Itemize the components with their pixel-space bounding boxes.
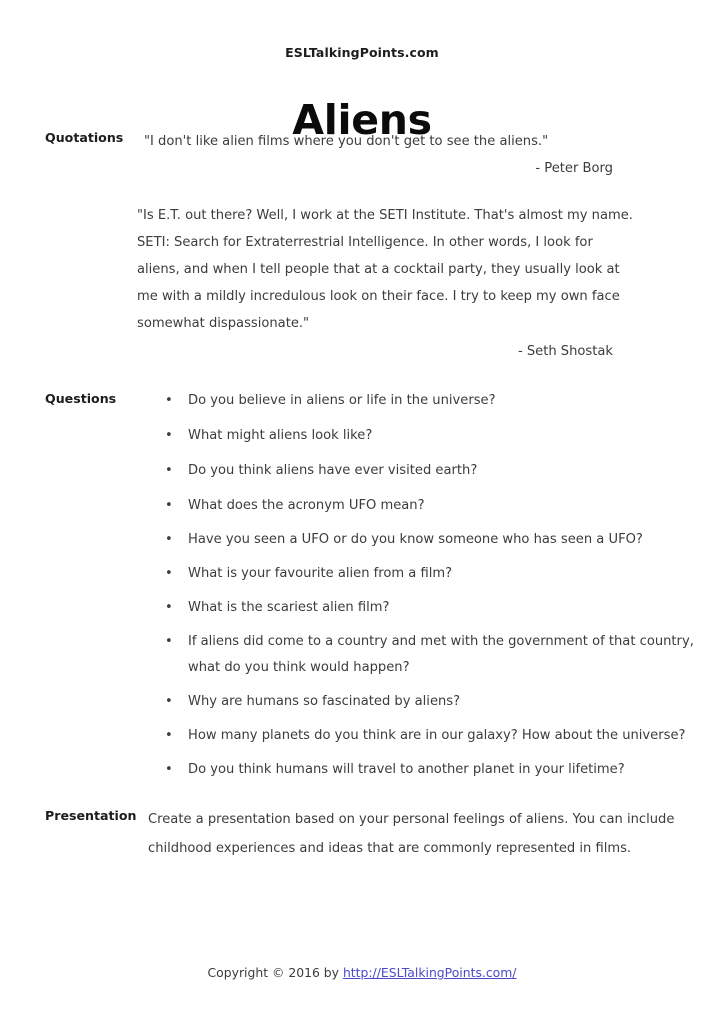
quotation-2-line: somewhat dispassionate." xyxy=(137,316,310,331)
list-item xyxy=(165,561,685,587)
bullet-icon: • xyxy=(165,498,173,513)
question-text: Do you believe in aliens or life in the universe? xyxy=(188,393,496,408)
question-text: Why are humans so fascinated by aliens? xyxy=(188,694,461,709)
question-text: What is the scariest alien film? xyxy=(188,600,390,615)
section-label-questions: Questions xyxy=(45,391,117,406)
list-item xyxy=(165,757,685,783)
question-text-continued: what do you think would happen? xyxy=(188,660,410,675)
quotation-1-attribution: - Peter Borg xyxy=(535,161,613,176)
section-label-presentation: Presentation xyxy=(45,808,137,823)
quotation-2-line: me with a mildly incredulous look on their face. I try to keep my own face xyxy=(137,289,620,304)
quotation-2-line: aliens, and when I tell people that at a cocktail party, they usually look at xyxy=(137,262,620,277)
site-link[interactable]: http://ESLTalkingPoints.com/ xyxy=(342,965,517,980)
quotation-2-line: SETI: Search for Extraterrestrial Intelligence. In other words, I look for xyxy=(137,235,593,250)
question-text: How many planets do you think are in our galaxy? How about the universe? xyxy=(188,728,686,743)
page-title: Aliens xyxy=(292,96,432,145)
bullet-icon: • xyxy=(165,694,173,709)
questions-list xyxy=(165,388,694,783)
bullet-icon: • xyxy=(165,600,173,615)
list-item xyxy=(165,629,694,681)
question-text: Do you think aliens have ever visited earth? xyxy=(188,463,478,478)
quotation-2-text xyxy=(137,202,667,337)
presentation-line: childhood experiences and ideas that are commonly represented in films. xyxy=(148,841,632,856)
section-label-quotations: Quotations xyxy=(45,130,124,145)
question-text: If aliens did come to a country and met with the government of that country, xyxy=(188,634,694,649)
list-item xyxy=(165,723,685,749)
presentation-line: Create a presentation based on your personal feelings of aliens. You can include xyxy=(148,812,675,827)
bullet-icon: • xyxy=(165,566,173,581)
bullet-icon: • xyxy=(165,728,173,743)
quotation-1-text xyxy=(144,128,664,155)
list-item xyxy=(165,595,685,621)
question-text: Do you think humans will travel to another planet in your lifetime? xyxy=(188,762,625,777)
bullet-icon: • xyxy=(165,393,173,408)
site-name: ESLTalkingPoints.com xyxy=(285,45,439,60)
list-item xyxy=(165,527,685,553)
list-item xyxy=(165,423,685,449)
quotation-1-line: "I don't like alien films where you don't get to see the aliens." xyxy=(144,134,549,149)
bullet-icon: • xyxy=(165,428,173,443)
question-text: Have you seen a UFO or do you know someone who has seen a UFO? xyxy=(188,532,643,547)
list-item xyxy=(165,388,685,414)
list-item xyxy=(165,689,685,715)
quotation-2-attribution: - Seth Shostak xyxy=(517,344,613,359)
question-text: What is your favourite alien from a film? xyxy=(188,566,453,581)
question-text: What might aliens look like? xyxy=(188,428,373,443)
quotation-2-line: "Is E.T. out there? Well, I work at the SETI Institute. That's almost my name. xyxy=(137,208,633,223)
question-text: What does the acronym UFO mean? xyxy=(188,498,425,513)
footer xyxy=(0,965,724,980)
list-item xyxy=(165,493,685,519)
bullet-icon: • xyxy=(165,532,173,547)
presentation-text xyxy=(148,805,678,863)
bullet-icon: • xyxy=(165,463,173,478)
bullet-icon: • xyxy=(165,634,173,649)
bullet-icon: • xyxy=(165,762,173,777)
list-item xyxy=(165,458,685,484)
copyright-text: Copyright © 2016 by xyxy=(207,965,343,980)
